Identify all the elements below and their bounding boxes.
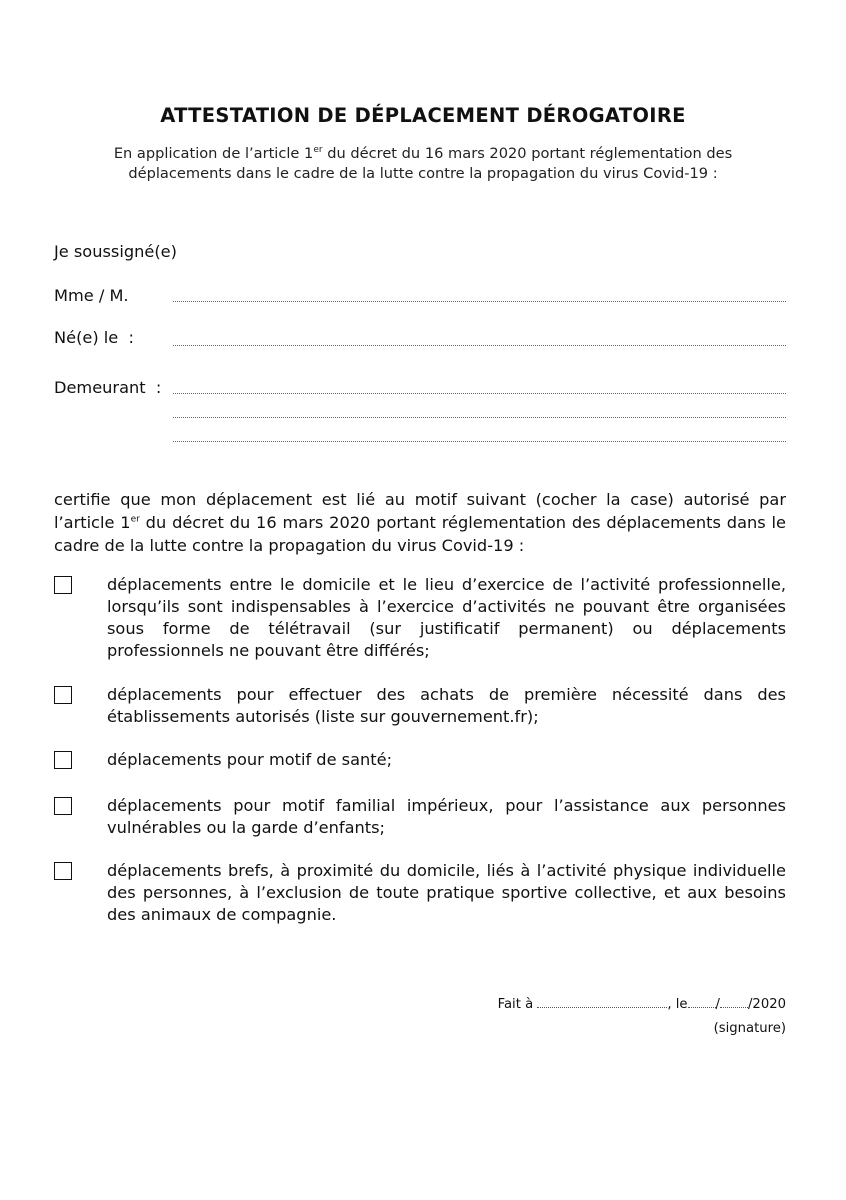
name-label: Mme / M. (54, 286, 129, 305)
checkbox-family[interactable] (54, 797, 72, 815)
certify-text-end: du décret du 16 mars 2020 portant réglementation des déplacements dans le cadre de la lutte contre la propagation du virus Covid-19 : (54, 513, 786, 555)
address-label: Demeurant : (54, 378, 162, 397)
address-field-line-3[interactable] (173, 441, 786, 442)
birth-date-label: Né(e) le : (54, 328, 135, 347)
subtitle-text-start: En application de l’article 1 (113, 145, 314, 162)
month-field[interactable] (720, 995, 748, 1008)
subtitle-text-end: du décret du 16 mars 2020 portant réglementation des déplacements dans le cadre de la lutte contre la propagation du virus Covid-19 : (128, 145, 733, 182)
checkbox-shopping[interactable] (54, 686, 72, 704)
certify-superscript: er (130, 514, 140, 525)
address-field-line-2[interactable] (173, 417, 786, 418)
checkbox-work[interactable] (54, 576, 72, 594)
place-prefix: Fait à (497, 997, 538, 1012)
address-field-line-1[interactable] (173, 393, 786, 394)
page-title: ATTESTATION DE DÉPLACEMENT DÉROGATOIRE (160, 104, 686, 127)
option-health-text: déplacements pour motif de santé; (107, 750, 393, 769)
certify-text-start: certifie que mon déplacement est lié au motif suivant (cocher la case) autorisé par l’article 1 (54, 490, 786, 532)
subtitle-superscript: er (313, 145, 323, 156)
option-exercise-text: déplacements brefs, à proximité du domicile, liés à l’activité physique individuelle des personnes, à l’exclusion de toute pratique sportive collective, et aux besoins des animaux de compagnie. (107, 861, 786, 924)
checkbox-health[interactable] (54, 751, 72, 769)
date-separator: / (715, 997, 720, 1012)
year-suffix: /2020 (747, 997, 786, 1012)
date-prefix: , le (667, 997, 688, 1012)
option-shopping-text: déplacements pour effectuer des achats de première nécessité dans des établissements autorisés (liste sur gouvernement.fr); (107, 685, 786, 726)
option-family-text: déplacements pour motif familial impérieux, pour l’assistance aux personnes vulnérables ou la garde d’enfants; (107, 796, 786, 837)
certify-paragraph (54, 488, 786, 557)
birth-date-field[interactable] (173, 345, 786, 346)
checkbox-exercise[interactable] (54, 862, 72, 880)
day-field[interactable] (688, 995, 716, 1008)
option-work-text: déplacements entre le domicile et le lieu d’exercice de l’activité professionnelle, lorsqu’ils sont indispensables à l’exercice d’activités ne pouvant être organisées sous forme de télétravail (sur justificatif permanent) ou déplacements professionnels ne pouvant être différés; (107, 575, 786, 660)
place-field[interactable] (537, 995, 667, 1008)
name-field[interactable] (173, 301, 786, 302)
signature-place-date-line (440, 995, 786, 1012)
page-subtitle (60, 144, 786, 184)
signature-label: (signature) (713, 1021, 786, 1036)
undersigned-label: Je soussigné(e) (54, 242, 177, 261)
